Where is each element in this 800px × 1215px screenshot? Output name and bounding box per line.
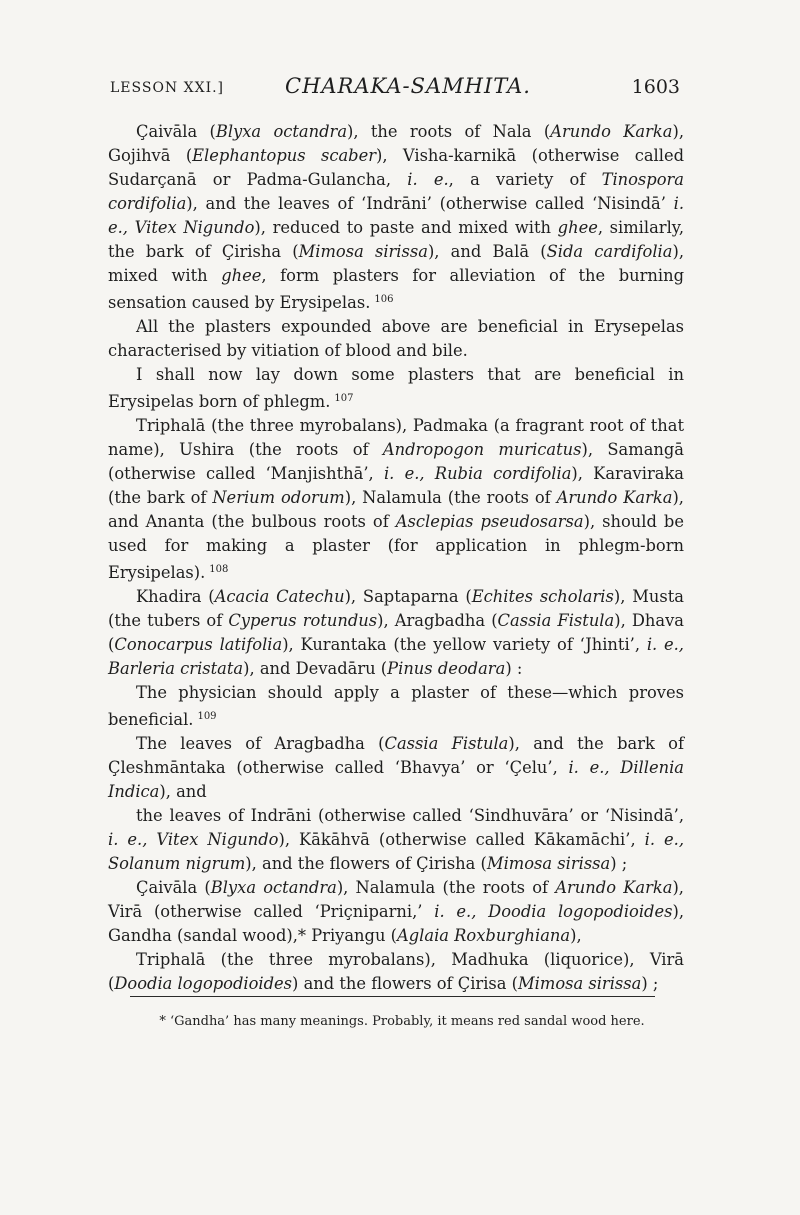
text-run: ), Kurantaka (the yellow variety of ‘Jhinti’, xyxy=(282,635,647,654)
footnote-divider xyxy=(130,996,655,997)
text-run: The leaves of Aragbadha ( xyxy=(136,734,385,753)
text-run: Çaivāla ( xyxy=(136,878,211,897)
italic-run: Arundo Karka xyxy=(555,878,673,897)
book-title: CHARAKA-SAMHITA. xyxy=(285,74,531,98)
text-run: Çaivāla ( xyxy=(136,122,216,141)
text-run: ), and the flowers of Çirisha ( xyxy=(245,854,487,873)
italic-run: i. e., Doodia logopodioides xyxy=(434,902,673,921)
text-run: All the plasters expounded above are beneficial in Erysepelas characterised by vitiation of blood and bile. xyxy=(108,317,684,360)
text-run: ), Nalamula (the roots of xyxy=(336,878,556,897)
italic-run: i. e., Vitex Nigundo xyxy=(108,830,279,849)
text-run: ), Kākāhvā (otherwise called Kākamāchi’, xyxy=(278,830,645,849)
text-run: ) ; xyxy=(610,854,628,873)
text-run: ), Aragbadha ( xyxy=(377,611,498,630)
italic-run: Blyxa octandra xyxy=(215,122,348,141)
text-run: ) ; xyxy=(641,974,659,993)
text-run: ), should be used for making a plaster (for application in phlegm-born Erysipelas). xyxy=(108,512,684,582)
text-run: ) : xyxy=(505,659,523,678)
text-run: ), and xyxy=(159,782,207,801)
footnote: * ‘Gandha’ has many meanings. Probably, it means red sandal wood here. xyxy=(159,1014,645,1029)
text-run: ), Saptaparna ( xyxy=(344,587,472,606)
paragraph xyxy=(108,585,684,681)
paragraph xyxy=(108,876,684,948)
text-run: The physician should apply a plaster of these—which proves beneficial. xyxy=(108,683,684,729)
text-run: ), Dhava ( xyxy=(108,611,684,654)
italic-run: Andropogon muricatus xyxy=(382,440,582,459)
italic-run: Tinospora cordifolia xyxy=(108,170,685,213)
text-run: ) and the flowers of Çirisa ( xyxy=(292,974,518,993)
italic-run: i. e. xyxy=(407,170,449,189)
italic-run: i. e., Barleria cristata xyxy=(108,635,684,678)
italic-run: Cassia Fistula xyxy=(384,734,509,753)
text-run: Triphalā (the three myrobalans), Madhuka (liquorice), Virā ( xyxy=(108,950,684,993)
italic-run: Mimosa sirissa xyxy=(518,974,642,993)
text-run: ), Karaviraka (the bark of xyxy=(108,464,685,507)
text-run: Khadira ( xyxy=(136,587,215,606)
text-run: the leaves of Indrāni (otherwise called ‘Sindhuvāra’ or ‘Nisindā’, xyxy=(136,806,684,825)
italic-run: Doodia logopodioides xyxy=(114,974,293,993)
italic-run: Echites scholaris xyxy=(471,587,614,606)
paragraph xyxy=(108,363,684,414)
page-number: 1603 xyxy=(631,76,680,98)
paragraph xyxy=(108,804,684,876)
text-run: ), xyxy=(570,926,582,945)
italic-run: i. e., Dillenia Indica xyxy=(108,758,684,801)
italic-run: Aglaia Roxburghiana xyxy=(396,926,571,945)
italic-run: Cyperus rotundus xyxy=(228,611,378,630)
paragraph xyxy=(108,732,684,804)
verse-number: 107 xyxy=(334,393,354,404)
paragraph xyxy=(108,315,684,363)
paragraph xyxy=(108,948,684,996)
italic-run: ghee xyxy=(221,266,262,285)
text-run: ), and Ananta (the bulbous roots of xyxy=(108,488,684,531)
italic-run: Pinus deodara xyxy=(387,659,506,678)
italic-run: Asclepias pseudosarsa xyxy=(395,512,584,531)
text-run: ), Musta (the tubers of xyxy=(108,587,684,630)
italic-run: Arundo Karka xyxy=(556,488,673,507)
italic-run: Conocarpus latifolia xyxy=(114,635,283,654)
verse-number: 108 xyxy=(209,564,229,575)
verse-number: 109 xyxy=(197,711,217,722)
text-run: ), Visha-karnikā (otherwise called Sudarçanā or Padma-Gulancha, xyxy=(108,146,684,189)
text-run: , form plasters for alleviation of the burning sensation caused by Erysipelas. xyxy=(108,266,684,312)
lesson-label: LESSON XXI.] xyxy=(110,80,225,96)
text-run: ), Gandha (sandal wood),* Priyangu ( xyxy=(108,902,684,945)
italic-run: Acacia Catechu xyxy=(214,587,345,606)
italic-run: i. e., Rubia cordifolia xyxy=(383,464,572,483)
text-run: , a variety of xyxy=(448,170,602,189)
paragraph xyxy=(108,681,684,732)
text-run: ), and Devadāru ( xyxy=(243,659,388,678)
paragraph xyxy=(108,120,684,315)
italic-run: Mimosa sirissa xyxy=(298,242,428,261)
italic-run: Sida cardifolia xyxy=(546,242,673,261)
paragraph xyxy=(108,414,684,585)
italic-run: Cassia Fistula xyxy=(497,611,615,630)
text-run: ), the roots of Nala ( xyxy=(347,122,551,141)
verse-number: 106 xyxy=(374,294,394,305)
text-run: ), and the bark of Çleshmāntaka (otherwise called ‘Bhavya’ or ‘Çelu’, xyxy=(108,734,684,777)
text-run: ), Virā (otherwise called ‘Priçniparni,’ xyxy=(108,878,684,921)
italic-run: Elephantopus scaber xyxy=(192,146,376,165)
text-run: ), reduced to paste and mixed with xyxy=(254,218,558,237)
italic-run: Blyxa octandra xyxy=(210,878,337,897)
text-run: ), Samangā (otherwise called ‘Manjishthā’, xyxy=(108,440,685,483)
italic-run: i. e., Solanum nigrum xyxy=(108,830,684,873)
italic-run: i. e., Vitex Nigundo xyxy=(108,194,684,237)
main-text xyxy=(108,120,684,996)
italic-run: Mimosa sirissa xyxy=(486,854,611,873)
text-run: Triphalā (the three myrobalans), Padmaka (a fragrant root of that name), Ushira (the roots of xyxy=(108,416,684,459)
text-run: I shall now lay down some plasters that are beneficial in Erysipelas born of phlegm. xyxy=(108,365,684,411)
running-head xyxy=(110,74,680,104)
text-run: ), and the leaves of ‘Indrāni’ (otherwise called ‘Nisindā’ xyxy=(186,194,674,213)
italic-run: ghee xyxy=(557,218,598,237)
italic-run: Nerium odorum xyxy=(212,488,345,507)
text-run: ), mixed with xyxy=(108,242,684,285)
text-run: ), Nalamula (the roots of xyxy=(344,488,557,507)
text-run: , similarly, the bark of Çirisha ( xyxy=(108,218,684,261)
italic-run: Arundo Karka xyxy=(550,122,673,141)
text-run: ), Gojihvā ( xyxy=(108,122,685,165)
text-run: ), and Balā ( xyxy=(427,242,547,261)
